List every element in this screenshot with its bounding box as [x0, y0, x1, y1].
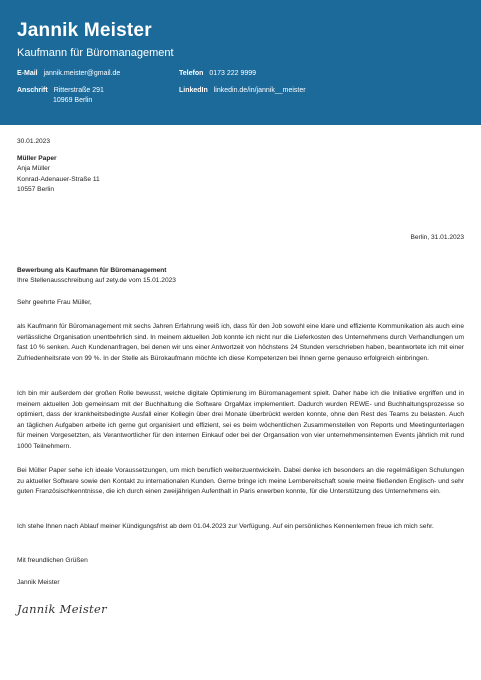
place-date: Berlin, 31.01.2023 — [410, 234, 464, 241]
paragraph-1: als Kaufmann für Büromanagement mit sechs Jahren Erfahrung weiß ich, dass für den Job sowohl eine klare und effiziente Kommunikation als auch eine verlässliche Organisation unentbehrlich sind. In meinem aktuellen Job konnte ich nicht nur die Lieferkosten des Unternehmens durch Verhandlungen um fast 10 % senken. Auch Kundenanfragen, bei denen wir uns einer Antwortzeit von höchstens 24 Stunden verschrieben haben, beantwortete ich mit einer Zufriedenheitsrate von 99 %. In der Stelle als Bürokaufmann möchte ich diese Kompetenzen bei Ihnen gerne genauso erfolgreich einbringen. — [17, 323, 464, 362]
phone-value[interactable]: 0173 222 9999 — [209, 70, 257, 77]
closing: Mit freundlichen Grüßen — [17, 557, 88, 564]
applicant-name: Jannik Meister — [17, 20, 152, 41]
email-contact — [17, 69, 120, 79]
letter-date: 30.01.2023 — [17, 138, 51, 145]
address-contact — [17, 86, 104, 96]
phone-contact — [179, 69, 256, 79]
job-title: Kaufmann für Büromanagement — [17, 47, 174, 59]
reference-line: Ihre Stellenausschreibung auf zety.de vom 15.01.2023 — [17, 277, 176, 285]
recipient-city: 10557 Berlin — [17, 186, 55, 194]
email-value[interactable]: jannik.meister@gmail.de — [43, 70, 121, 77]
recipient-street: Konrad-Adenauer-Straße 11 — [17, 175, 100, 183]
address-label: Anschrift — [17, 87, 48, 94]
paragraph-2: Ich bin mir außerdem der großen Rolle bewusst, welche digitale Optimierung im Büromanagement spielt. Daher habe ich die Initiative ergriffen und in meinem aktuellen Job gemeinsam mit der Buchhaltung die Software OrgaMax implementiert. Dadurch wurden REWE- und Buchhaltungsprozesse so optimiert, dass der krankheitsbedingte Ausfall einer Kollegin über drei Monate überbrückt werden konnte, ohne den Rest des Teams zu belasten. Auch an täglichen Aufgaben arbeite ich gerne gut organisiert und effizient, sei es beim wöchentlichen Zusammenstellen von Reports und Meetingunterlagen für meinen Vorgesetzten, als Verantwortlicher für den internen Einkauf oder bei der Organsation von vier unternehmensinternen Events jährlich mit rund 1000 Teilnehmern. — [17, 390, 464, 450]
linkedin-value[interactable]: linkedin.de/in/jannik__meister — [213, 87, 306, 94]
linkedin-label: LinkedIn — [179, 87, 208, 94]
paragraph-4: Ich stehe Ihnen nach Ablauf meiner Kündigungsfrist ab dem 01.04.2023 zur Verfügung. Auf ein persönliches Kennenlernen freue ich mich sehr. — [17, 523, 434, 530]
address-line2: 10969 Berlin — [53, 97, 93, 104]
email-label: E-Mail — [17, 70, 38, 77]
recipient-company: Müller Paper — [17, 155, 57, 162]
phone-label: Telefon — [179, 70, 204, 77]
linkedin-contact — [179, 86, 306, 96]
recipient-address — [17, 154, 100, 196]
header-banner — [0, 0, 481, 125]
recipient-person: Anja Müller — [17, 165, 50, 173]
salutation: Sehr geehrte Frau Müller, — [17, 299, 92, 306]
subject-line: Bewerbung als Kaufmann für Büromanagement — [17, 267, 167, 274]
paragraph-3: Bei Müller Paper sehe ich ideale Voraussetzungen, um mich beruflich weiterzuentwickeln. Dabei denke ich besonders an die regelmäßigen Schulungen zu aktueller Software sowie den Kontakt zu internationalen Kunden. Gerne bringe ich meine Lernbereitschaft sowie meine fließenden Englisch- und sehr guten Französischkenntnisse, die ich durch einen zweijährigen Aufenthalt in Paris erwerben konnte, für die Unterstützung des Unternehmens ein. — [17, 467, 464, 496]
address-line1: Ritterstraße 291 — [53, 87, 104, 94]
handwritten-signature: Jannik Meister — [17, 602, 107, 616]
sender-name: Jannik Meister — [17, 579, 60, 586]
subject-block — [17, 266, 176, 287]
